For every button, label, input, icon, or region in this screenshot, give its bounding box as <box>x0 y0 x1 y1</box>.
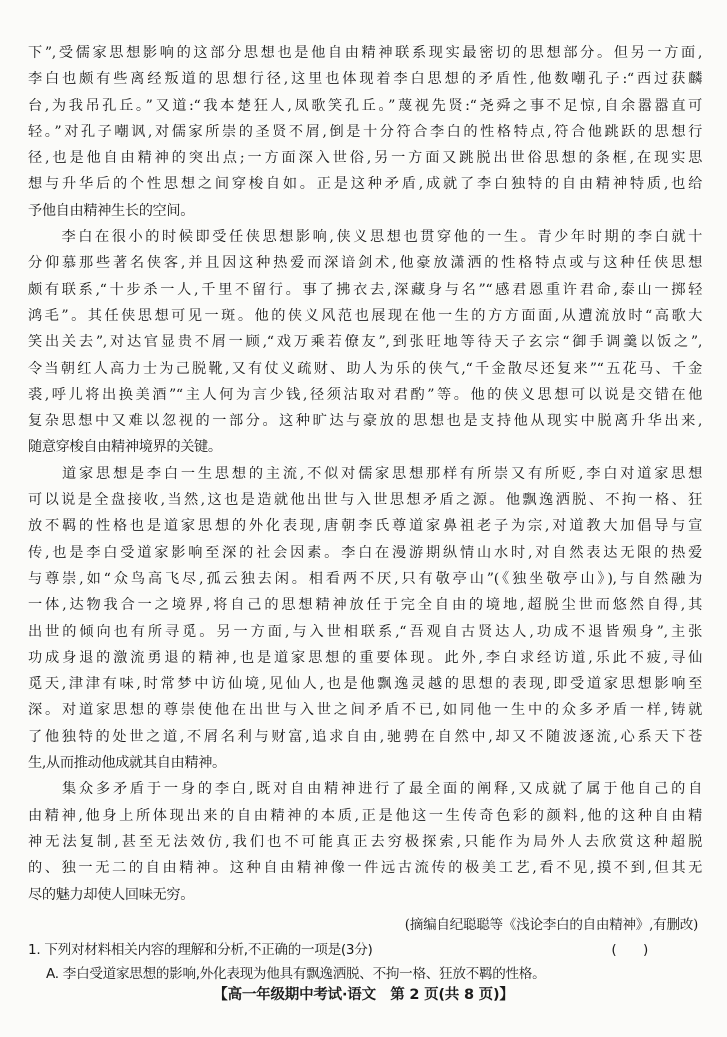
question-text: 1. 下列对材料相关内容的理解和分析,不正确的一项是(3分) <box>28 941 373 958</box>
text-line: 道家思想是李白一生思想的主流,不似对儒家思想那样有所崇又有所贬,李白对道家思想 <box>28 465 702 482</box>
text-line: 的、独一无二的自由精神。这种自由精神像一件远古流传的极美工艺,看不见,摸不到,但其无 <box>28 860 702 877</box>
option-a: A. 李白受道家思想的影响,外化表现为他具有飘逸洒脱、不拘一格、狂放不羁的性格。 <box>46 965 546 982</box>
text-line: 觅天,津津有味,时常梦中访仙境,见仙人,也是他飘逸灵越的思想的表现,即受道家思想影响至 <box>28 676 702 693</box>
text-line: 径,也是他自由精神的突出点;一方面深入世俗,另一方面又跳脱出世俗思想的条框,在现实思 <box>28 150 702 167</box>
text-line: 予他自由精神生长的空间。 <box>28 202 195 219</box>
text-line: 分仰慕那些著名侠客,并且因这种热爱而深谙剑术,他豪放潇洒的性格特点或与这种任侠思想 <box>28 255 702 272</box>
question-1 <box>28 938 702 962</box>
text-line: 裘,呼儿将出换美酒”“主人何为言少钱,径须沽取对君酌”等。他的侠义思想可以说是交错在他 <box>28 386 702 403</box>
text-line: 功成身退的激流勇退的精神,也是道家思想的重要体现。此外,李白求经访道,乐此不疲,寻仙 <box>28 649 702 666</box>
page-footer: 【高一年级期中考试·语文 第 2 页(共 8 页)】 <box>213 987 514 1003</box>
text-line: 传,也是李白受道家影响至深的社会因素。李白在漫游期纵情山水时,对自然表达无限的热爱 <box>28 544 702 561</box>
text-line: 放不羁的性格也是道家思想的外化表现,唐朝李氏尊道家鼻祖老子为宗,对道教大加倡导与宣 <box>28 518 702 535</box>
text-line: 颇有联系,“十步杀一人,千里不留行。事了拂衣去,深藏身与名”“感君恩重许君命,泰山一掷轻 <box>28 281 702 298</box>
passage-body <box>28 40 702 908</box>
text-line: 可以说是全盘接收,当然,这也是造就他出世与入世思想矛盾之源。他飘逸洒脱、不拘一格、狂 <box>28 492 702 509</box>
text-line: 下”,受儒家思想影响的这部分思想也是他自由精神联系现实最密切的思想部分。但另一方面, <box>28 45 702 61</box>
text-line: 了他独特的处世之道,不屑名利与财富,追求自由,驰骋在自然中,却又不随波逐流,心系天下苍 <box>28 728 702 745</box>
text-line: 神无法复制,甚至无法效仿,我们也不可能真正去穷极探索,只能作为局外人去欣赏这种超脱 <box>28 833 702 850</box>
text-line: 台,为我吊孔丘。”又道:“我本楚狂人,凤歌笑孔丘。”蔑视先贤:“尧舜之事不足惊,自余嚣嚣直可 <box>28 97 702 114</box>
document-page <box>28 40 702 986</box>
text-line: 与尊崇,如“众鸟高飞尽,孤云独去闲。相看两不厌,只有敬亭山”(《独坐敬亭山》),与自然融为 <box>28 570 702 587</box>
text-line: 鸿毛”。其任侠思想可见一斑。他的侠义风范也展现在他一生的方方面面,从遭流放时“高歌大 <box>28 307 702 324</box>
text-line: 李白在很小的时候即受任侠思想影响,侠义思想也贯穿他的一生。青少年时期的李白就十 <box>28 229 702 246</box>
paragraph-1 <box>28 40 702 224</box>
paragraph-4 <box>28 776 702 907</box>
paragraph-3 <box>28 461 702 777</box>
source-citation: (摘编自纪聪聪等《浅论李白的自由精神》,有删改) <box>404 916 698 933</box>
text-line: 李白也颇有些离经叛道的思想行径,这里也体现着李白思想的矛盾性,他数嘲孔子:“西过获麟 <box>28 71 702 88</box>
text-line: 集众多矛盾于一身的李白,既对自由精神进行了最全面的阐释,又成就了属于他自己的自 <box>28 781 702 798</box>
text-line: 生,从而推动他成就其自由精神。 <box>28 755 226 772</box>
text-line: 令当朝红人高力士为己脱靴,又有仗义疏财、助人为乐的侠气,“千金散尽还复来”“五花马、千金 <box>28 360 702 377</box>
text-line: 笑出关去”,对达官显贵不屑一顾,“戏万乘若僚友”,到张旺地等待天子玄宗“御手调羹以饭之”, <box>28 334 702 351</box>
text-line: 复杂思想中又难以忽视的一部分。这种旷达与豪放的思想也是支持他从现实中脱离升华出来, <box>28 413 702 430</box>
text-line: 尽的魅力却使人回味无穷。 <box>28 886 195 903</box>
text-line: 由精神,他身上所体现出来的自由精神的本质,正是他这一生传奇色彩的颜料,他的这种自由精 <box>28 807 702 824</box>
text-line: 随意穿梭自由精神境界的关键。 <box>28 439 222 456</box>
answer-blank: ( ) <box>611 941 648 958</box>
text-line: 深。对道家思想的尊崇使他在出世与入世之间矛盾不已,如同他一生中的众多矛盾一样,铸就 <box>28 702 702 719</box>
text-line: 轻。”对孔子嘲讽,对儒家所崇的圣贤不屑,倒是十分符合李白的性格特点,符合他跳跃的思想行 <box>28 123 702 140</box>
text-line: 一体,达物我合一之境界,将自己的思想精神放任于完全自由的境地,超脱尘世而悠然自得,其 <box>28 597 702 614</box>
paragraph-2 <box>28 224 702 461</box>
text-line: 出世的倾向也有所寻觅。另一方面,与入世相联系,“吾观自古贤达人,功成不退皆殒身”,主张 <box>28 623 702 640</box>
text-line: 想与升华后的个性思想之间穿梭自如。正是这种矛盾,成就了李白独特的自由精神特质,也给 <box>28 176 702 193</box>
